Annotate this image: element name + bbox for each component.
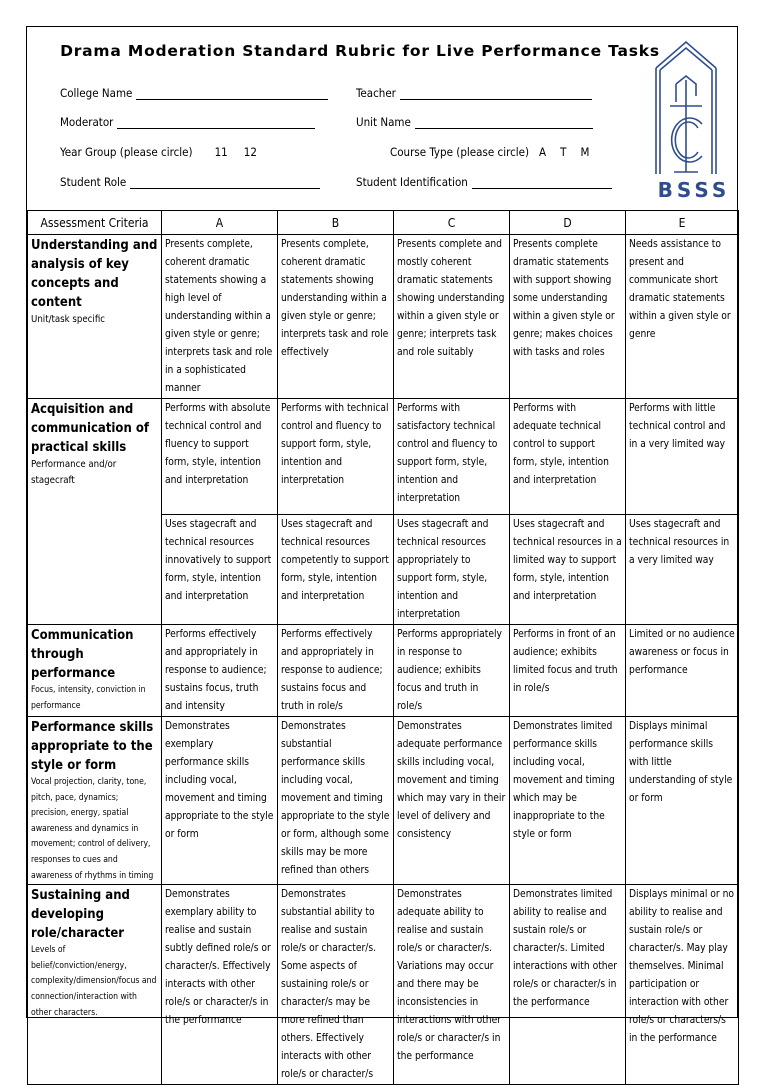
bsss-logo-text: BSSS bbox=[657, 178, 731, 202]
rubric-cell: Limited or no audience awareness or focus in performance bbox=[626, 625, 739, 717]
rubric-cell: Demonstrates substantial performance skills including vocal, movement and timing appropriate to the style or form, although some skills may be more refined than others bbox=[278, 717, 394, 885]
page-title: Drama Moderation Standard Rubric for Live Performance Tasks bbox=[60, 42, 660, 60]
student-identification-line[interactable] bbox=[472, 177, 612, 189]
teacher-label: Teacher bbox=[356, 86, 396, 100]
header-grade-b: B bbox=[278, 211, 394, 235]
course-option-m[interactable]: M bbox=[580, 145, 590, 159]
rubric-cell: Demonstrates substantial ability to realise and sustain role/s or character/s. Some aspects of sustaining role/s or character/s may be more refined than others. Effectively interacts with other role/s or character/s bbox=[278, 885, 394, 1085]
criteria-subtitle: Unit/task specific bbox=[31, 314, 106, 325]
course-type-label: Course Type (please circle) bbox=[390, 145, 530, 159]
rubric-table bbox=[27, 210, 739, 1085]
college-name-label: College Name bbox=[60, 86, 133, 100]
header-grade-d: D bbox=[510, 211, 626, 235]
rubric-cell: Demonstrates adequate ability to realise and sustain role/s or character/s. Variations may occur and there may be inconsistencies in interactions with other role/s or character/s in the performance bbox=[394, 885, 510, 1085]
student-role-line[interactable] bbox=[130, 177, 320, 189]
unit-name-line[interactable] bbox=[415, 117, 593, 129]
rubric-cell: Performs with satisfactory technical control and fluency to support form, style, intention and interpretation bbox=[394, 399, 510, 515]
student-role-label: Student Role bbox=[60, 175, 127, 189]
rubric-cell: Uses stagecraft and technical resources innovatively to support form, style, intention and interpretation bbox=[162, 515, 278, 625]
moderator-label: Moderator bbox=[60, 115, 114, 129]
header-assessment-criteria: Assessment Criteria bbox=[28, 211, 162, 235]
year-group-field bbox=[60, 145, 257, 159]
criteria-subtitle: Focus, intensity, conviction in performance bbox=[31, 685, 146, 711]
rubric-cell: Displays minimal or no ability to realise and sustain role/s or character/s. May play themselves. Minimal participation or interaction with other role/s or characters/s in the performance bbox=[626, 885, 739, 1085]
rubric-cell: Uses stagecraft and technical resources in a very limited way bbox=[626, 515, 739, 625]
criteria-cell bbox=[28, 235, 162, 399]
rubric-cell: Presents complete dramatic statements with support showing some understanding within a given style or genre; makes choices with tasks and roles bbox=[510, 235, 626, 399]
course-option-a[interactable]: A bbox=[539, 145, 547, 159]
rubric-cell: Performs appropriately in response to audience; exhibits focus and truth in role/s bbox=[394, 625, 510, 717]
criteria-title: Acquisition and communication of practical skills bbox=[31, 402, 149, 455]
criteria-title: Performance skills appropriate to the style or form bbox=[31, 720, 154, 773]
rubric-cell: Demonstrates adequate performance skills including vocal, movement and timing which may vary in their level of delivery and consistency bbox=[394, 717, 510, 885]
criteria-cell bbox=[28, 625, 162, 717]
rubric-cell: Presents complete and mostly coherent dramatic statements showing understanding within a given style or genre; interprets task and role suitably bbox=[394, 235, 510, 399]
teacher-line[interactable] bbox=[400, 88, 592, 100]
student-identification-label: Student Identification bbox=[356, 175, 468, 189]
course-option-t[interactable]: T bbox=[560, 145, 567, 159]
criteria-title: Communication through performance bbox=[31, 628, 134, 681]
student-role-field bbox=[60, 175, 320, 189]
criteria-title: Understanding and analysis of key concepts and content bbox=[31, 238, 158, 310]
year-option-12[interactable]: 12 bbox=[243, 145, 257, 159]
rubric-cell: Presents complete, coherent dramatic statements showing a high level of understanding within a given style or genre; interprets task and role in a sophisticated manner bbox=[162, 235, 278, 399]
moderator-field bbox=[60, 115, 315, 129]
rubric-cell: Presents complete, coherent dramatic statements showing understanding within a given style or genre; interprets task and role effectively bbox=[278, 235, 394, 399]
rubric-cell: Uses stagecraft and technical resources competently to support form, style, intention and interpretation bbox=[278, 515, 394, 625]
table-row bbox=[28, 399, 739, 515]
criteria-cell bbox=[28, 717, 162, 885]
moderator-line[interactable] bbox=[117, 117, 315, 129]
table-row bbox=[28, 885, 739, 1085]
rubric-cell: Performs in front of an audience; exhibits limited focus and truth in role/s bbox=[510, 625, 626, 717]
unit-name-field bbox=[356, 115, 593, 129]
table-row bbox=[28, 235, 739, 399]
year-group-label: Year Group (please circle) bbox=[60, 145, 193, 159]
header-grade-c: C bbox=[394, 211, 510, 235]
rubric-cell: Needs assistance to present and communicate short dramatic statements within a given style or genre bbox=[626, 235, 739, 399]
rubric-cell: Uses stagecraft and technical resources appropriately to support form, style, intention and interpretation bbox=[394, 515, 510, 625]
rubric-cell: Demonstrates limited ability to realise and sustain role/s or character/s. Limited interactions with other role/s or character/s in the performance bbox=[510, 885, 626, 1085]
rubric-cell: Performs effectively and appropriately in response to audience; sustains focus and truth in role/s bbox=[278, 625, 394, 717]
rubric-cell: Demonstrates exemplary ability to realise and sustain subtly defined role/s or character/s. Effectively interacts with other role/s or character/s in the performance bbox=[162, 885, 278, 1085]
criteria-subtitle: Levels of belief/conviction/energy, complexity/dimension/focus and connection/interaction with other characters. bbox=[31, 945, 157, 1018]
header-grade-a: A bbox=[162, 211, 278, 235]
criteria-title: Sustaining and developing role/character bbox=[31, 888, 130, 942]
course-type-field bbox=[390, 145, 589, 159]
rubric-cell: Performs effectively and appropriately in response to audience; sustains focus, truth and intensity bbox=[162, 625, 278, 717]
criteria-cell bbox=[28, 399, 162, 625]
rubric-cell: Performs with little technical control and in a very limited way bbox=[626, 399, 739, 515]
criteria-cell bbox=[28, 885, 162, 1085]
rubric-cell: Performs with adequate technical control to support form, style, intention and interpretation bbox=[510, 399, 626, 515]
student-identification-field bbox=[356, 175, 612, 189]
teacher-field bbox=[356, 86, 592, 100]
rubric-cell: Performs with technical control and fluency to support form, style, intention and interpretation bbox=[278, 399, 394, 515]
rubric-cell: Demonstrates limited performance skills including vocal, movement and timing which may be inappropriate to the style or form bbox=[510, 717, 626, 885]
criteria-subtitle: Vocal projection, clarity, tone, pitch, pace, dynamics; precision, energy, spatial awareness and dynamics in movement; control of delivery, responses to cues and awareness of rhythms in timing bbox=[31, 777, 154, 881]
header-grade-e: E bbox=[626, 211, 739, 235]
table-header-row bbox=[28, 211, 739, 235]
unit-name-label: Unit Name bbox=[356, 115, 411, 129]
college-name-line[interactable] bbox=[136, 88, 328, 100]
rubric-cell: Performs with absolute technical control and fluency to support form, style, intention and interpretation bbox=[162, 399, 278, 515]
criteria-subtitle: Performance and/or stagecraft bbox=[31, 459, 117, 486]
year-option-11[interactable]: 11 bbox=[214, 145, 228, 159]
college-name-field bbox=[60, 86, 328, 100]
rubric-cell: Demonstrates exemplary performance skills including vocal, movement and timing appropriate to the style or form bbox=[162, 717, 278, 885]
rubric-cell: Uses stagecraft and technical resources in a limited way to support form, style, intention and interpretation bbox=[510, 515, 626, 625]
table-row bbox=[28, 717, 739, 885]
table-row bbox=[28, 625, 739, 717]
rubric-cell: Displays minimal performance skills with little understanding of style or form bbox=[626, 717, 739, 885]
